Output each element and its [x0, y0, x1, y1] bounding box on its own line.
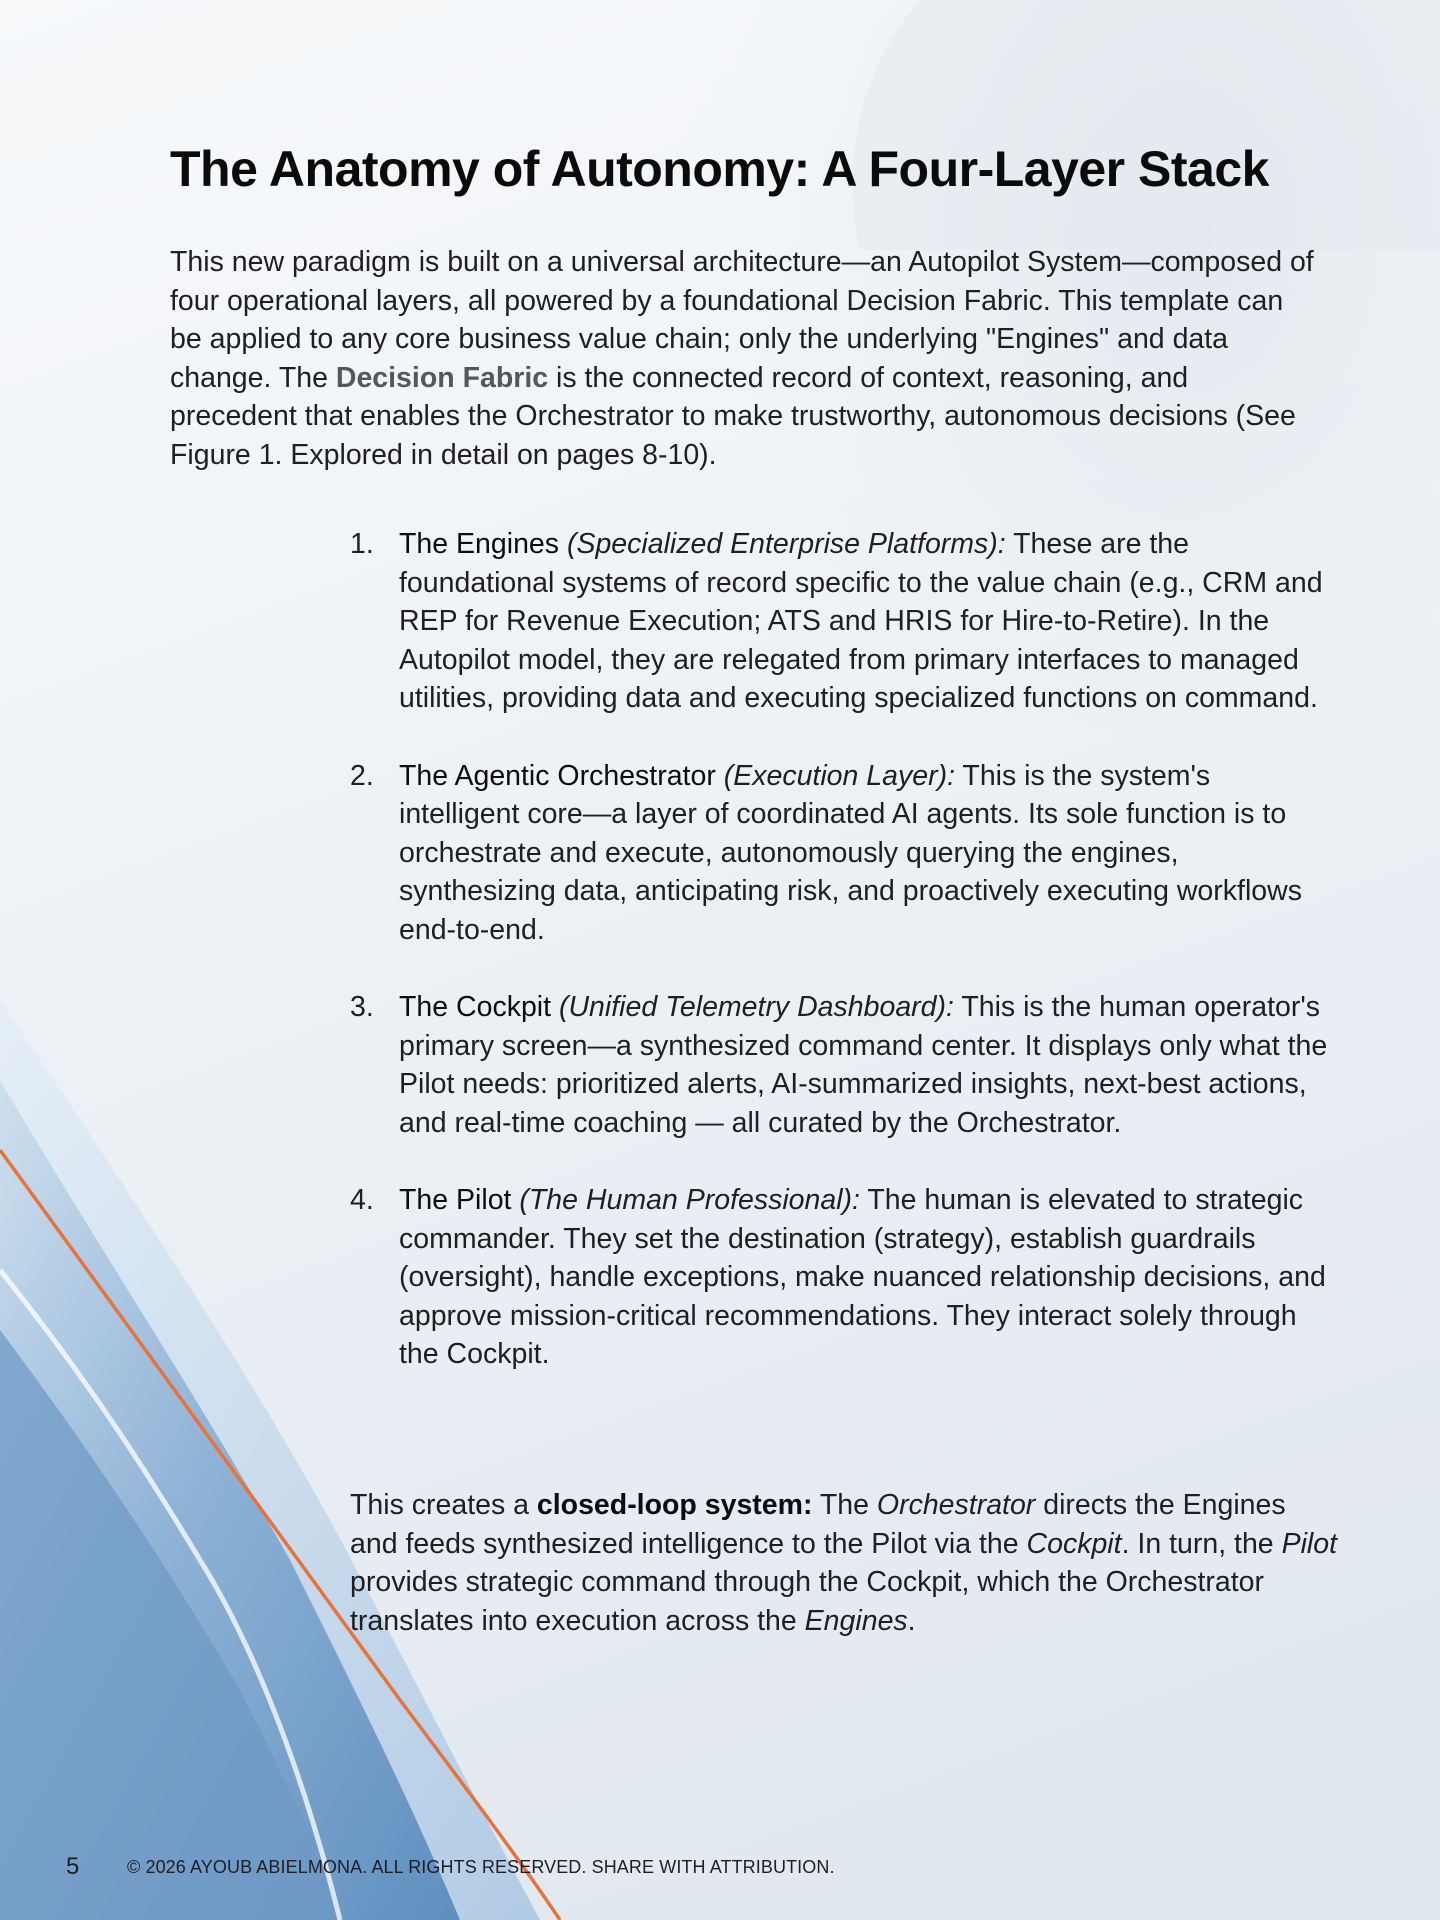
closed-loop-term: closed-loop system:	[536, 1489, 813, 1521]
page-number: 5	[66, 1853, 80, 1880]
layer-name: The Agentic Orchestrator	[399, 759, 716, 792]
layer-number: 4.	[350, 1184, 374, 1216]
layer-item-pilot	[350, 1181, 1335, 1374]
pilot-term: Pilot	[1281, 1527, 1338, 1560]
intro-paragraph	[170, 243, 1320, 474]
layer-list	[350, 525, 1335, 1374]
layer-item-cockpit	[350, 988, 1335, 1142]
layer-subtitle: (Execution Layer):	[715, 759, 956, 792]
closing-text: directs the Engines and feeds synthesized intelligence to the Pilot via the	[350, 1489, 1286, 1560]
layer-name: The Pilot	[399, 1184, 512, 1216]
layer-number: 3.	[350, 991, 374, 1023]
engines-term: Engines	[804, 1604, 908, 1637]
intro-text-part-2: is the connected record of context, reasoning, and precedent that enables the Orchestrator to make trustworthy, autonomous decisions (See Figure 1. Explored in detail on pages 8-10).	[170, 361, 1296, 471]
layer-description: This is the system's intelligent core—a layer of coordinated AI agents. Its sole function is to orchestrate and execute, autonomously querying the engines, synthesizing data, anticipating risk, and proactively executing workflows end-to-end.	[399, 759, 1302, 946]
intro-text-part-1: This new paradigm is built on a universal architecture—an Autopilot System—composed of four operational layers, all powered by a foundational Decision Fabric. This template can be applied to any core business value chain; only the underlying "Engines" and data change. The	[170, 246, 1314, 394]
layer-description: This is the human operator's primary screen—a synthesized command center. It displays only what the Pilot needs: prioritized alerts, AI-summarized insights, next-best actions, and real-time coaching — all curated by the Orchestrator.	[399, 991, 1328, 1139]
layer-item-orchestrator	[350, 757, 1335, 950]
closing-text: This creates a	[350, 1489, 537, 1521]
layer-name: The Cockpit	[399, 991, 552, 1023]
copyright-notice: © 2026 AYOUB ABIELMONA. ALL RIGHTS RESERVED. SHARE WITH ATTRIBUTION.	[127, 1857, 835, 1877]
layer-name: The Engines	[399, 528, 560, 560]
page-title: The Anatomy of Autonomy: A Four-Layer Stack	[170, 141, 1269, 197]
layer-subtitle: (Unified Telemetry Dashboard):	[551, 991, 954, 1023]
layer-description: The human is elevated to strategic commander. They set the destination (strategy), establish guardrails (oversight), handle exceptions, make nuanced relationship decisions, and approve mission-critical recommendations. They interact solely through the Cockpit.	[399, 1184, 1326, 1370]
cockpit-term: Cockpit	[1026, 1527, 1122, 1560]
closing-text: The	[812, 1489, 877, 1521]
layer-item-engines	[350, 525, 1335, 718]
layer-number: 2.	[350, 759, 374, 792]
layer-number: 1.	[350, 528, 374, 560]
orchestrator-term: Orchestrator	[876, 1489, 1036, 1521]
closing-text: .	[907, 1604, 916, 1637]
closing-text: . In turn, the	[1121, 1527, 1282, 1560]
decision-fabric-term: Decision Fabric	[335, 361, 549, 394]
layer-subtitle: (Specialized Enterprise Platforms):	[559, 528, 1006, 560]
layer-description: These are the foundational systems of record specific to the value chain (e.g., CRM and REP for Revenue Execution; ATS and HRIS for Hire-to-Retire). In the Autopilot model, they are relegated from primary interfaces to managed utilities, providing data and executing specialized functions on command.	[399, 528, 1323, 714]
layer-subtitle: (The Human Professional):	[511, 1184, 860, 1216]
closing-paragraph	[350, 1486, 1340, 1640]
closing-text: provides strategic command through the Cockpit, which the Orchestrator translates into execution across the	[350, 1566, 1265, 1637]
